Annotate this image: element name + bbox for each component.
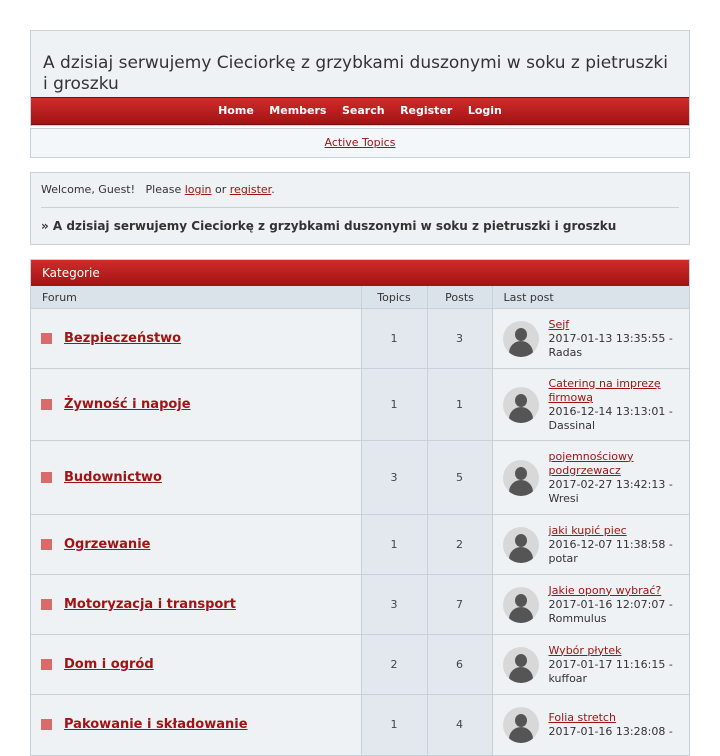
forum-status-icon [41, 719, 52, 730]
active-topics-link[interactable]: Active Topics [324, 136, 396, 149]
table-row [31, 575, 689, 635]
last-post-link[interactable]: pojemnościowy podgrzewacz [548, 449, 634, 477]
forum-cell [31, 515, 361, 575]
forum-link[interactable]: Dom i ogród [64, 657, 154, 672]
forum-status-icon [41, 539, 52, 550]
col-forum: Forum [31, 286, 361, 309]
avatar-icon [503, 460, 539, 496]
col-topics: Topics [361, 286, 427, 309]
forum-cell [31, 441, 361, 515]
posts-count: 3 [427, 309, 492, 369]
table-row [31, 635, 689, 695]
last-post-cell [492, 369, 689, 441]
forum-table [31, 286, 689, 755]
login-link[interactable]: login [184, 183, 212, 196]
last-post-cell [492, 441, 689, 515]
forum-status-icon [41, 599, 52, 610]
last-post-cell [492, 575, 689, 635]
nav-login[interactable]: Login [467, 104, 502, 117]
col-posts: Posts [427, 286, 492, 309]
table-row [31, 441, 689, 515]
last-post-meta: 2017-01-13 13:35:55 - Radas [548, 331, 673, 359]
topics-count: 3 [361, 575, 427, 635]
forum-cell [31, 309, 361, 369]
site-header [30, 30, 690, 126]
table-row [31, 369, 689, 441]
forum-status-icon [41, 472, 52, 483]
posts-count: 5 [427, 441, 492, 515]
topics-count: 1 [361, 695, 427, 755]
category-title: Kategorie [31, 260, 689, 286]
sub-nav [30, 128, 690, 158]
forum-link[interactable]: Motoryzacja i transport [64, 597, 236, 612]
nav-register[interactable]: Register [400, 104, 453, 117]
avatar-icon [503, 587, 539, 623]
posts-count: 1 [427, 369, 492, 441]
avatar-icon [503, 707, 539, 743]
forum-status-icon [41, 399, 52, 410]
welcome-box [30, 172, 690, 245]
last-post-meta: 2017-01-16 12:07:07 - Rommulus [548, 597, 673, 625]
forum-link[interactable]: Ogrzewanie [64, 537, 151, 552]
topics-count: 1 [361, 309, 427, 369]
last-post-meta: 2017-01-16 13:28:08 - [548, 724, 673, 738]
category-block [30, 259, 690, 756]
forum-link[interactable]: Bezpieczeństwo [64, 331, 182, 346]
topics-count: 1 [361, 369, 427, 441]
welcome-or: or [211, 183, 230, 196]
last-post-link[interactable]: jaki kupić piec [548, 523, 627, 537]
welcome-prefix: Welcome, Guest! Please [41, 183, 185, 196]
table-row [31, 309, 689, 369]
avatar-icon [503, 387, 539, 423]
posts-count: 6 [427, 635, 492, 695]
table-row [31, 515, 689, 575]
nav-search[interactable]: Search [341, 104, 385, 117]
last-post-meta: 2016-12-07 11:38:58 - potar [548, 537, 673, 565]
register-link[interactable]: register [229, 183, 272, 196]
table-row [31, 695, 689, 755]
last-post-link[interactable]: Jakie opony wybrać? [548, 583, 662, 597]
forum-link[interactable]: Żywność i napoje [64, 397, 191, 412]
forum-cell [31, 635, 361, 695]
last-post-cell [492, 695, 689, 755]
avatar-icon [503, 321, 539, 357]
last-post-cell [492, 515, 689, 575]
forum-cell [31, 575, 361, 635]
forum-status-icon [41, 659, 52, 670]
posts-count: 7 [427, 575, 492, 635]
avatar-icon [503, 527, 539, 563]
forum-cell [31, 369, 361, 441]
breadcrumb: » A dzisiaj serwujemy Cieciorkę z grzybkami duszonymi w soku z pietruszki i groszku [41, 207, 679, 244]
topics-count: 3 [361, 441, 427, 515]
posts-count: 2 [427, 515, 492, 575]
nav-home[interactable]: Home [218, 104, 254, 117]
last-post-link[interactable]: Catering na imprezę firmową [548, 376, 661, 404]
welcome-message [41, 173, 679, 207]
last-post-link[interactable]: Sejf [548, 317, 570, 331]
forum-cell [31, 695, 361, 755]
topics-count: 2 [361, 635, 427, 695]
nav-members[interactable]: Members [269, 104, 327, 117]
topics-count: 1 [361, 515, 427, 575]
avatar-icon [503, 647, 539, 683]
forum-status-icon [41, 333, 52, 344]
last-post-meta: 2017-02-27 13:42:13 - Wresi [548, 477, 673, 505]
posts-count: 4 [427, 695, 492, 755]
col-last-post: Last post [492, 286, 689, 309]
table-header-row [31, 286, 689, 309]
last-post-cell [492, 635, 689, 695]
last-post-link[interactable]: Wybór płytek [548, 643, 622, 657]
site-title: A dzisiaj serwujemy Cieciorkę z grzybkami duszonymi w soku z pietruszki i groszku [43, 53, 668, 94]
last-post-cell [492, 309, 689, 369]
last-post-link[interactable]: Folia stretch [548, 710, 616, 724]
page-wrapper [30, 30, 690, 756]
last-post-meta: 2016-12-14 13:13:01 - Dassinal [548, 404, 673, 432]
forum-link[interactable]: Pakowanie i składowanie [64, 717, 248, 733]
forum-link[interactable]: Budownictwo [64, 470, 162, 485]
main-nav [31, 97, 689, 125]
last-post-meta: 2017-01-17 11:16:15 - kuffoar [548, 657, 673, 685]
welcome-suffix: . [271, 183, 275, 196]
